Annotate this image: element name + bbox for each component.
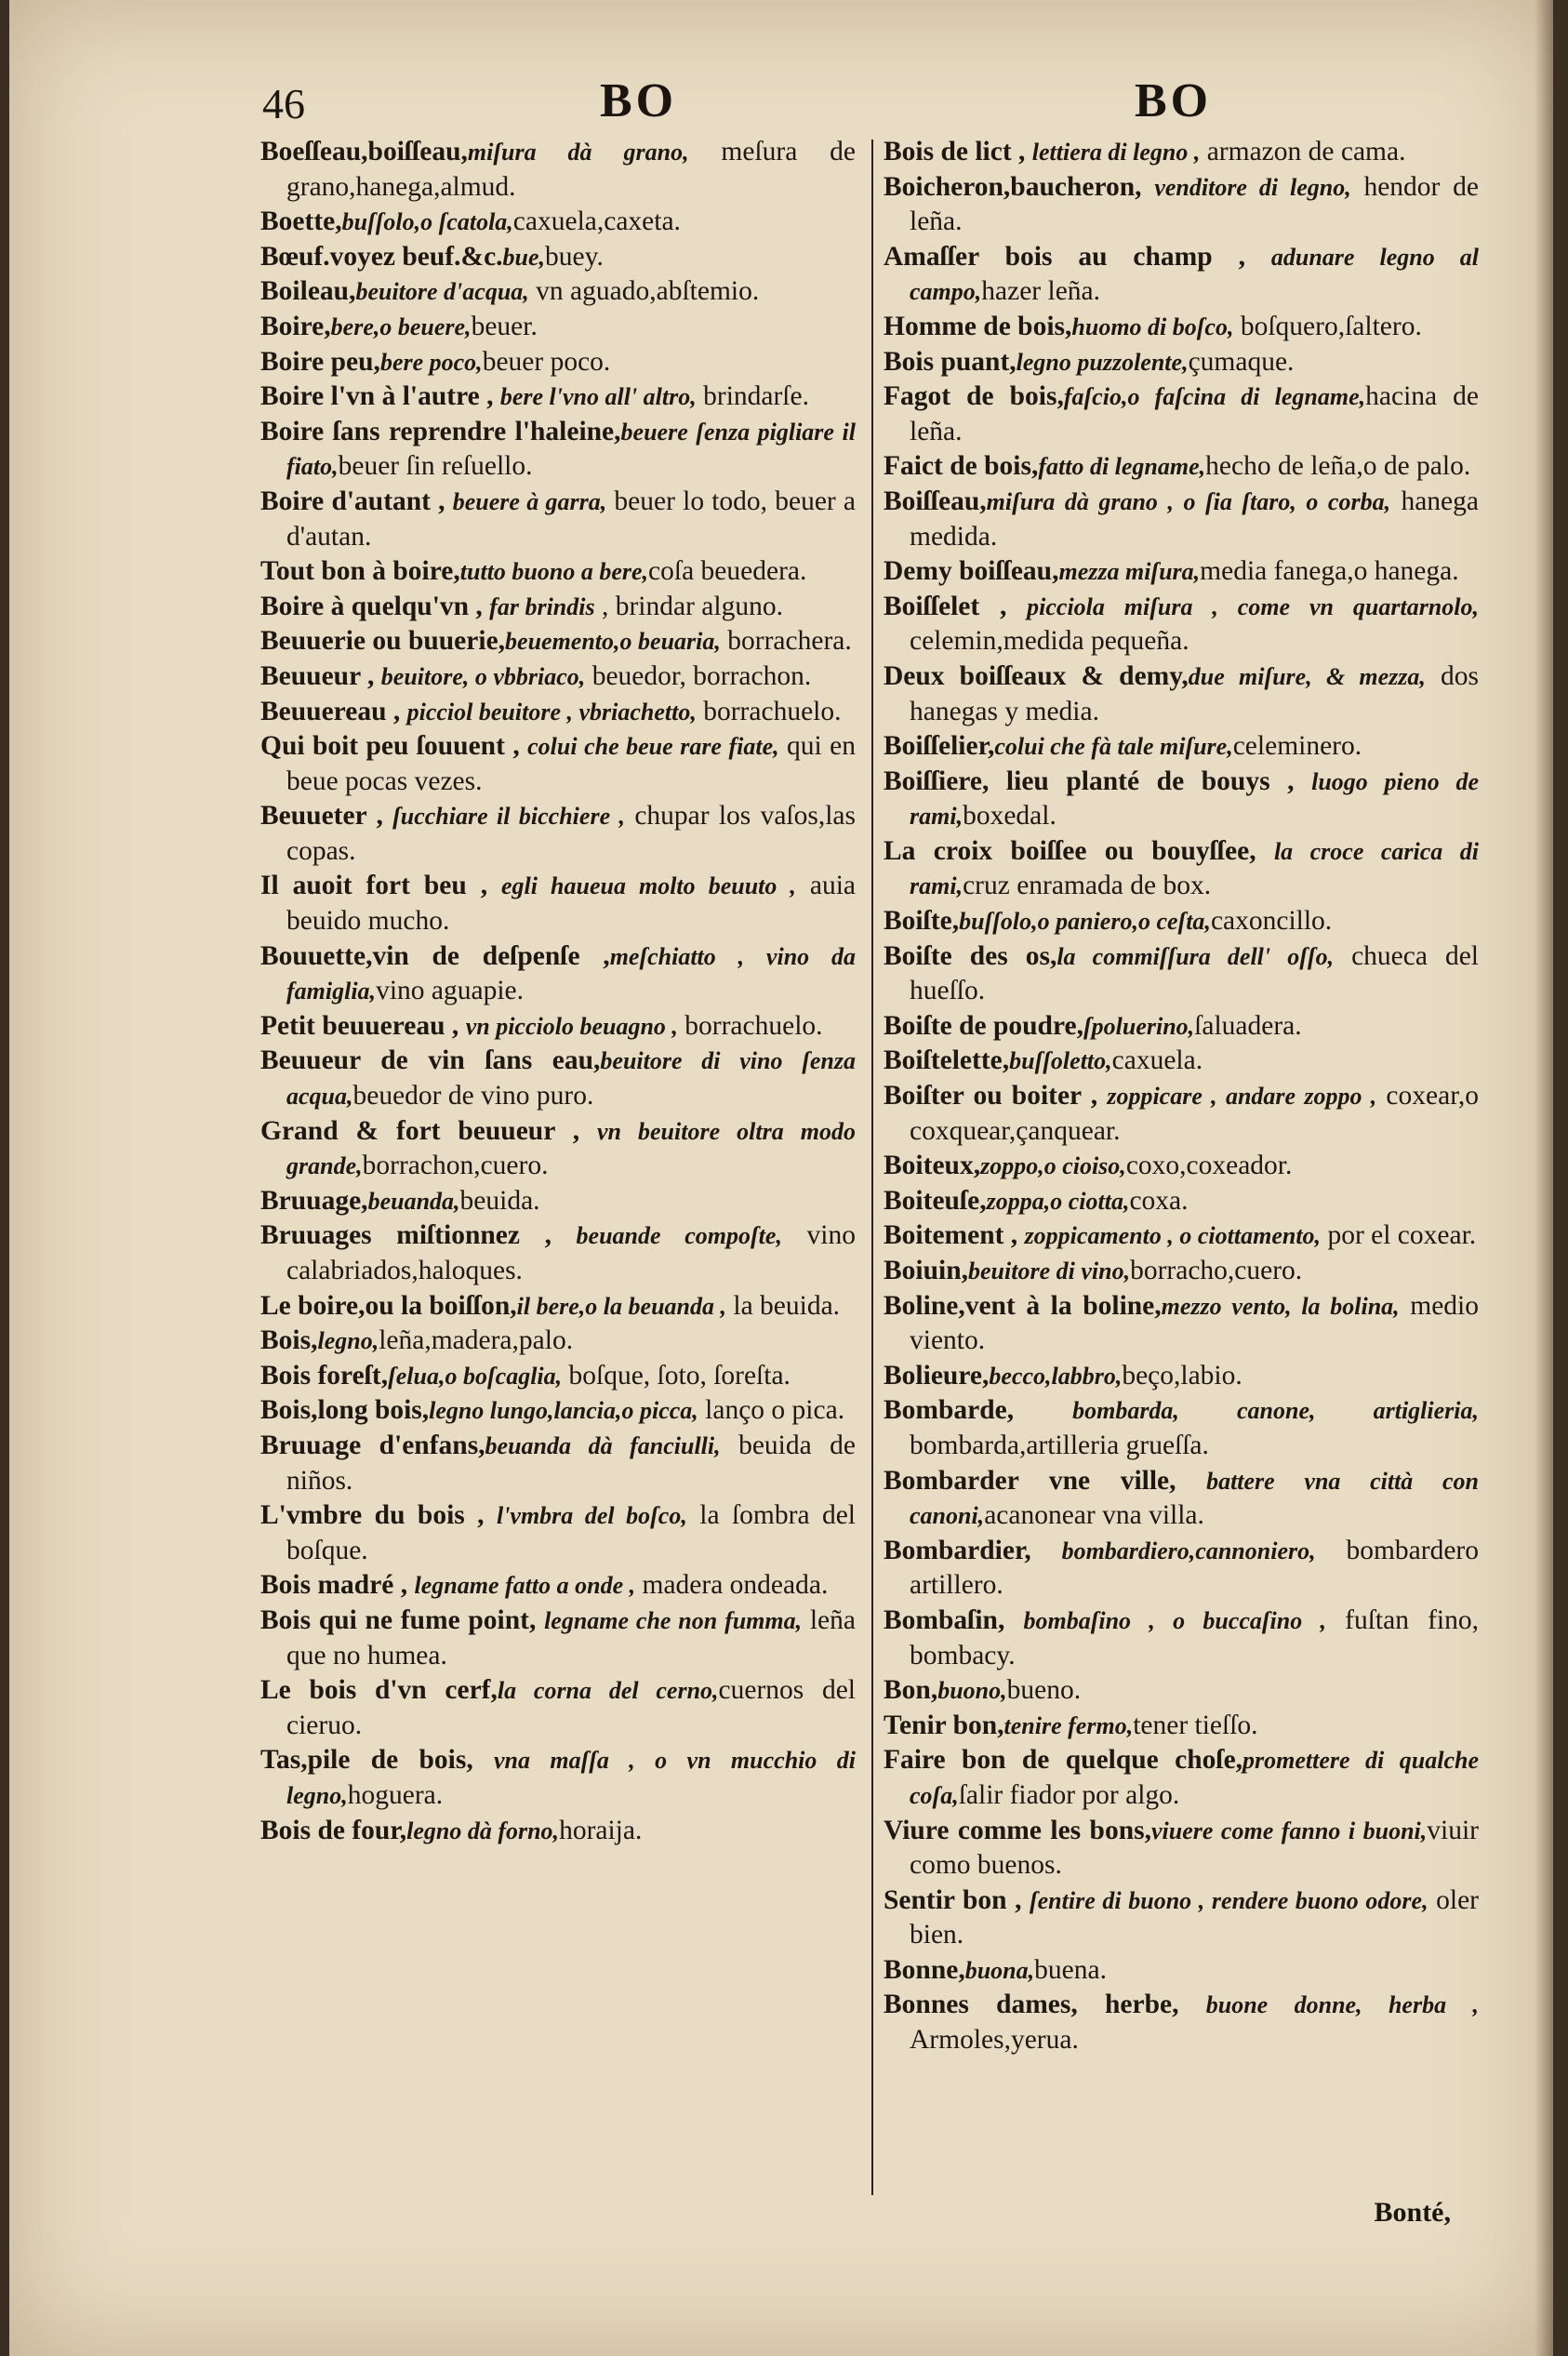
french-headword: Bruuage d'enfans, xyxy=(260,1430,485,1460)
italian-gloss: legname fatto a onde , xyxy=(414,1572,636,1600)
italian-gloss: beuitore di vino, xyxy=(968,1258,1131,1284)
dictionary-entry xyxy=(884,765,1479,834)
dictionary-entry xyxy=(260,659,856,695)
french-headword: Bois puant, xyxy=(884,346,1017,377)
italian-gloss: vn beuitore oltra modo grande, xyxy=(286,1117,856,1180)
french-headword: Bois de lict , xyxy=(884,137,1032,166)
spanish-gloss: bueno. xyxy=(1006,1675,1082,1706)
dictionary-entry xyxy=(260,1009,856,1045)
spanish-gloss: chupar los vaſos,las copas. xyxy=(286,801,856,866)
french-headword: Boicheron,baucheron, xyxy=(884,171,1155,202)
french-headword: Bois madré , xyxy=(260,1570,415,1601)
french-headword: Bouuette,vin de deſpenſe , xyxy=(260,940,610,971)
spanish-gloss: hanega medida. xyxy=(910,486,1479,552)
french-headword: Grand & fort beuueur , xyxy=(260,1115,597,1146)
italian-gloss: adunare legno al campo, xyxy=(910,243,1479,306)
spanish-gloss: bombarda,artilleria grueſſa. xyxy=(910,1430,1209,1460)
dictionary-entry xyxy=(884,1673,1479,1709)
french-headword: Le bois d'vn cerf, xyxy=(260,1675,498,1706)
french-headword: Tenir bon, xyxy=(884,1710,1004,1740)
italian-gloss: buſſoletto, xyxy=(1009,1047,1112,1075)
dictionary-entry xyxy=(260,1184,856,1219)
french-headword: Boline,vent à la boline, xyxy=(884,1290,1162,1321)
spanish-gloss: , brindar alguno. xyxy=(594,591,783,621)
italian-gloss: legno, xyxy=(317,1327,379,1355)
dictionary-entry xyxy=(884,240,1479,310)
italian-gloss: miſura dà grano, xyxy=(467,139,689,166)
italian-gloss: buona, xyxy=(964,1956,1035,1984)
dictionary-entry xyxy=(260,274,856,310)
french-headword: Boire d'autant , xyxy=(260,486,453,516)
french-headword: Boileau, xyxy=(260,276,356,307)
italian-gloss: ſelua,o boſcaglia, xyxy=(388,1362,563,1390)
italian-gloss: la corna del cerno, xyxy=(497,1677,719,1705)
dictionary-entry xyxy=(884,1464,1479,1534)
french-headword: Beuueur , xyxy=(260,660,381,691)
column-divider xyxy=(871,140,873,2195)
spanish-gloss: viuir como buenos. xyxy=(910,1815,1479,1881)
french-headword: Boiſte de poudre, xyxy=(884,1010,1083,1041)
spanish-gloss: coxo,coxeador. xyxy=(1125,1151,1293,1181)
catchword: Bonté, xyxy=(1374,2197,1451,2228)
italian-gloss: tutto buono a bere, xyxy=(459,558,649,586)
italian-gloss: bere,o beuere, xyxy=(330,313,472,340)
dictionary-entry xyxy=(260,1393,856,1429)
italian-gloss: beuitore di vino ſenza acqua, xyxy=(286,1047,856,1111)
spanish-gloss: beuedor, borrachon. xyxy=(585,660,812,691)
spanish-gloss: fuſtan fino, bombacy. xyxy=(910,1604,1479,1670)
french-headword: Deux boiſſeaux & demy, xyxy=(884,660,1189,691)
spanish-gloss: leña,madera,palo. xyxy=(379,1325,574,1356)
dictionary-entry xyxy=(884,1079,1479,1149)
running-head-right: BO xyxy=(1135,74,1213,127)
spanish-gloss: armazon de cama. xyxy=(1200,137,1406,166)
spanish-gloss: beuer lo todo, beuer a d'autan. xyxy=(286,486,856,552)
italian-gloss: la croce carica di rami, xyxy=(910,837,1479,900)
dictionary-entry xyxy=(884,1883,1479,1953)
dictionary-entry xyxy=(884,939,1479,1009)
spanish-gloss: beuida de niños. xyxy=(286,1430,856,1496)
dictionary-entry xyxy=(260,1114,856,1184)
spanish-gloss: cruz enramada de box. xyxy=(963,871,1212,901)
italian-gloss: far brindis xyxy=(489,592,595,620)
italian-gloss: ſentire di buono , rendere buono odore, xyxy=(1029,1886,1428,1914)
french-headword: Boiteuſe, xyxy=(884,1185,987,1216)
italian-gloss: colui che beue rare fiate, xyxy=(527,733,779,761)
spanish-gloss: ſaluadera. xyxy=(1194,1010,1302,1041)
italian-gloss: buone donne, herba , xyxy=(1205,1991,1479,2019)
italian-gloss: vna maſſa , o vn mucchio di legno, xyxy=(286,1747,856,1809)
french-headword: Bois, xyxy=(260,1325,318,1356)
spanish-gloss: Armoles,yerua. xyxy=(910,2025,1079,2056)
italian-gloss: beuande compoſte, xyxy=(576,1222,782,1250)
dictionary-entry xyxy=(260,1673,856,1743)
spanish-gloss: boſquero,ſaltero. xyxy=(1233,311,1422,341)
spanish-gloss: borrachuelo. xyxy=(696,696,842,726)
spanish-gloss: qui en beue pocas vezes. xyxy=(286,731,856,796)
dictionary-entry xyxy=(884,590,1479,659)
spanish-gloss: vino aguapie. xyxy=(376,976,524,1006)
french-headword: Bruuage, xyxy=(260,1185,368,1216)
page-number: 46 xyxy=(262,80,305,127)
spanish-gloss: çumaque. xyxy=(1188,346,1295,377)
italian-gloss: battere vna città con canoni, xyxy=(910,1467,1479,1530)
dictionary-entry xyxy=(260,135,856,205)
italian-gloss: venditore di legno, xyxy=(1154,173,1351,201)
italian-gloss: meſchiatto , vino da famiglia, xyxy=(286,942,856,1005)
french-headword: Beuuereau , xyxy=(260,696,407,726)
dictionary-entry xyxy=(884,379,1479,449)
french-headword: Amaſſer bois au champ , xyxy=(884,241,1271,272)
spanish-gloss: lanço o pica. xyxy=(698,1395,845,1426)
dictionary-entry xyxy=(884,554,1479,590)
dictionary-entry xyxy=(260,1743,856,1813)
dictionary-entry xyxy=(260,1044,856,1113)
dictionary-entry xyxy=(884,1393,1479,1463)
spanish-gloss: horaija. xyxy=(559,1815,643,1845)
french-headword: Boiſſelier, xyxy=(884,731,995,762)
french-headword: Beuueter , xyxy=(260,801,393,832)
dictionary-entry xyxy=(884,345,1479,380)
italian-gloss: luogo pieno de rami, xyxy=(910,767,1479,831)
italian-gloss: legno lungo,lancia,o picca, xyxy=(429,1397,698,1425)
dictionary-entry xyxy=(884,834,1479,904)
french-headword: Bombardier, xyxy=(884,1535,1062,1565)
spanish-gloss: hoguera. xyxy=(347,1779,444,1810)
french-headword: Bonne, xyxy=(884,1954,965,1985)
french-headword: Bœuf.voyez beuf.&c. xyxy=(260,241,503,272)
italian-gloss: becco,labbro, xyxy=(989,1362,1123,1390)
italian-gloss: beuanda, xyxy=(367,1187,460,1215)
dictionary-entry xyxy=(884,449,1479,485)
french-headword: Boiteux, xyxy=(884,1151,981,1181)
dictionary-entry xyxy=(884,1044,1479,1079)
italian-gloss: zoppicamento , o ciottamento, xyxy=(1024,1222,1322,1250)
spanish-gloss: beuer poco. xyxy=(482,346,611,377)
french-headword: Bruuages miſtionnez , xyxy=(260,1220,577,1251)
dictionary-entry xyxy=(260,1218,856,1288)
dictionary-entry xyxy=(884,1709,1479,1744)
italian-gloss: bombardiero,cannoniero, xyxy=(1061,1537,1316,1564)
dictionary-entry xyxy=(884,1743,1479,1813)
dictionary-entry xyxy=(884,1604,1479,1673)
italian-gloss: bue, xyxy=(502,243,546,271)
italian-gloss: promettere di qualche coſa, xyxy=(910,1747,1479,1809)
spanish-gloss: chueca del hueſſo. xyxy=(910,940,1479,1006)
italian-gloss: buſſolo,o ſcatola, xyxy=(341,208,513,236)
spanish-gloss: boxedal. xyxy=(963,801,1056,832)
dictionary-entry xyxy=(884,1953,1479,1989)
dictionary-entry xyxy=(884,1149,1479,1184)
italian-gloss: lettiera di legno , xyxy=(1031,139,1201,166)
spanish-gloss: vn aguado,abſtemio. xyxy=(528,276,760,307)
italian-gloss: picciola miſura , come vn quartarnolo, xyxy=(1027,592,1479,620)
dictionary-entry xyxy=(260,415,856,485)
french-headword: Boiſter ou boiter , xyxy=(884,1081,1108,1111)
spanish-gloss: hazer leña. xyxy=(981,276,1101,307)
french-headword: Bois foreſt, xyxy=(260,1360,389,1391)
dictionary-entry xyxy=(260,1429,856,1498)
dictionary-entry xyxy=(260,485,856,554)
french-headword: Boire à quelqu'vn , xyxy=(260,591,490,621)
page-header xyxy=(9,70,1553,135)
italian-gloss: mezzo vento, la bolina, xyxy=(1161,1292,1400,1320)
dictionary-entry xyxy=(260,1568,856,1604)
spanish-gloss: beuida. xyxy=(459,1185,540,1216)
italian-gloss: bombaſino , o buccaſino , xyxy=(1023,1606,1326,1634)
spanish-gloss: auia beuido mucho. xyxy=(286,871,856,937)
spanish-gloss: celemin,medida pequeña. xyxy=(910,626,1189,657)
french-headword: Bon, xyxy=(884,1675,938,1706)
french-headword: Tout bon à boire, xyxy=(260,556,460,587)
dictionary-entry xyxy=(884,1218,1479,1254)
italian-gloss: picciol beuitore , vbriachetto, xyxy=(406,698,697,725)
italian-gloss: beuitore d'acqua, xyxy=(355,278,529,306)
dictionary-page xyxy=(9,0,1553,2356)
french-headword: Bombarde, xyxy=(884,1395,1073,1426)
spanish-gloss: boſque, ſoto, ſoreſta. xyxy=(562,1360,791,1391)
spanish-gloss: por el coxear. xyxy=(1321,1220,1477,1251)
italian-gloss: colui che fà tale miſure, xyxy=(994,733,1233,761)
french-headword: La croix boiſſee ou bouyſſee, xyxy=(884,835,1274,866)
italian-gloss: huomo di boſco, xyxy=(1071,313,1234,340)
spanish-gloss: celeminero. xyxy=(1232,731,1362,762)
dictionary-entry xyxy=(884,1009,1479,1045)
dictionary-entry xyxy=(884,659,1479,729)
french-headword: Tas,pile de bois, xyxy=(260,1745,494,1776)
dictionary-entry xyxy=(884,1289,1479,1359)
dictionary-entry xyxy=(260,799,856,869)
running-head-left: BO xyxy=(600,74,678,127)
french-headword: Bolieure, xyxy=(884,1360,990,1391)
french-headword: Bombarder vne ville, xyxy=(884,1465,1207,1496)
french-headword: Boire peu, xyxy=(260,346,380,377)
spanish-gloss: la beuida. xyxy=(726,1290,841,1321)
dictionary-entry xyxy=(260,1604,856,1673)
italian-gloss: tenire fermo, xyxy=(1003,1711,1134,1739)
french-headword: Homme de bois, xyxy=(884,311,1072,341)
french-headword: Petit beuuereau , xyxy=(260,1010,466,1041)
italian-gloss: ſpoluerino, xyxy=(1083,1012,1195,1040)
spanish-gloss: hendor de leña. xyxy=(910,171,1479,237)
italian-gloss: viuere come fanno i buoni, xyxy=(1150,1817,1428,1844)
spanish-gloss: hecho de leña,o de palo. xyxy=(1205,451,1471,482)
italian-gloss: zoppa,o ciotta, xyxy=(986,1187,1130,1215)
italian-gloss: il bere,o la beuanda , xyxy=(516,1292,726,1320)
dictionary-entry xyxy=(260,729,856,799)
spanish-gloss: borrachuelo. xyxy=(677,1010,823,1041)
italian-gloss: legno dà forno, xyxy=(406,1817,560,1844)
italian-gloss: beuere ſenza pigliare il fiato, xyxy=(286,418,856,481)
dictionary-entry xyxy=(884,1184,1479,1219)
french-headword: Sentir bon , xyxy=(884,1884,1030,1915)
italian-gloss: legno puzzolente, xyxy=(1016,348,1189,376)
italian-gloss: beuemento,o beuaria, xyxy=(505,628,721,656)
dictionary-entry xyxy=(260,379,856,415)
italian-gloss: bere l'vno all' altro, xyxy=(499,383,697,411)
dictionary-entry xyxy=(260,1289,856,1324)
spanish-gloss: vino calabriados,haloques. xyxy=(286,1220,856,1285)
spanish-gloss: madera ondeada. xyxy=(635,1570,829,1601)
spanish-gloss: acanonear vna villa. xyxy=(984,1500,1204,1531)
italian-gloss: fatto di legname, xyxy=(1038,453,1206,481)
spanish-gloss: hacina de leña. xyxy=(910,381,1479,446)
spanish-gloss: media fanega,o hanega. xyxy=(1200,556,1459,587)
french-headword: Bombaſin, xyxy=(884,1604,1024,1635)
spanish-gloss: beuer. xyxy=(471,311,538,341)
french-headword: Bois de four, xyxy=(260,1815,407,1845)
french-headword: Bois qui ne fume point, xyxy=(260,1604,545,1635)
french-headword: Boiſte, xyxy=(884,906,960,937)
french-headword: Boiuin, xyxy=(884,1256,969,1285)
spanish-gloss: buey. xyxy=(545,241,604,272)
dictionary-entry xyxy=(260,345,856,380)
french-headword: Bonnes dames, herbe, xyxy=(884,1990,1206,2020)
spanish-gloss: dos hanegas y media. xyxy=(910,660,1479,726)
dictionary-entry xyxy=(260,1324,856,1359)
italian-gloss: buſſolo,o paniero,o ceſta, xyxy=(959,908,1211,936)
spanish-gloss: borrachera. xyxy=(720,626,852,657)
dictionary-entry xyxy=(260,939,856,1009)
spanish-gloss: borracho,cuero. xyxy=(1130,1256,1303,1285)
french-headword: Demy boiſſeau, xyxy=(884,556,1059,587)
french-headword: Boire l'vn à l'autre , xyxy=(260,381,500,412)
dictionary-entry xyxy=(260,695,856,730)
french-headword: Fagot de bois, xyxy=(884,381,1064,412)
italian-gloss: l'vmbra del boſco, xyxy=(496,1502,687,1530)
italian-gloss: due miſure, & mezza, xyxy=(1188,662,1426,690)
right-column xyxy=(884,135,1479,2058)
spanish-gloss: coxa. xyxy=(1129,1185,1189,1216)
italian-gloss: zoppo,o cioiso, xyxy=(980,1152,1126,1180)
french-headword: Boiſſiere, lieu planté de bouys , xyxy=(884,765,1312,796)
spanish-gloss: leña que no humea. xyxy=(286,1604,856,1670)
spanish-gloss: beuer ſin reſuello. xyxy=(338,451,533,482)
spanish-gloss: medio viento. xyxy=(910,1290,1479,1356)
spanish-gloss: beço,labio. xyxy=(1122,1360,1242,1391)
dictionary-entry xyxy=(884,485,1479,554)
italian-gloss: bombarda, canone, artiglieria, xyxy=(1072,1397,1479,1425)
french-headword: Boiſſeau, xyxy=(884,486,987,516)
italian-gloss: ſucchiare il bicchiere , xyxy=(392,803,626,831)
french-headword: Faire bon de quelque choſe, xyxy=(884,1745,1243,1776)
italian-gloss: legname che non fumma, xyxy=(544,1606,803,1634)
dictionary-entry xyxy=(260,1359,856,1394)
italian-gloss: zoppicare , andare zoppo , xyxy=(1107,1083,1377,1111)
left-column xyxy=(260,135,856,1848)
dictionary-entry xyxy=(260,1498,856,1568)
italian-gloss: faſcio,o faſcina di legname, xyxy=(1063,383,1366,411)
dictionary-entry xyxy=(260,554,856,590)
spanish-gloss: caxoncillo. xyxy=(1210,906,1333,937)
dictionary-entry xyxy=(884,729,1479,765)
italian-gloss: mezza miſura, xyxy=(1058,558,1201,586)
spanish-gloss: bombardero artillero. xyxy=(910,1535,1479,1601)
dictionary-entry xyxy=(260,310,856,345)
italian-gloss: miſura dà grano , o ſia ſtaro, o corba, xyxy=(986,487,1391,515)
french-headword: Beuueur de vin ſans eau, xyxy=(260,1045,601,1076)
french-headword: Boiſte des os, xyxy=(884,940,1057,971)
dictionary-entry xyxy=(260,240,856,275)
dictionary-entry xyxy=(884,1359,1479,1394)
french-headword: Bois,long bois, xyxy=(260,1395,430,1426)
dictionary-entry xyxy=(884,170,1479,240)
spanish-gloss: caxuela,caxeta. xyxy=(512,206,681,237)
italian-gloss: la commiſſura dell' oſſo, xyxy=(1056,942,1335,970)
dictionary-entry xyxy=(260,624,856,659)
dictionary-entry xyxy=(884,1534,1479,1604)
spanish-gloss: caxuela. xyxy=(1111,1045,1203,1076)
dictionary-entry xyxy=(260,1814,856,1849)
french-headword: Qui boit peu ſouuent , xyxy=(260,731,528,762)
french-headword: Boette, xyxy=(260,206,342,237)
french-headword: Boire ſans reprendre l'haleine, xyxy=(260,416,621,446)
spanish-gloss: borrachon,cuero. xyxy=(362,1151,549,1181)
italian-gloss: bere poco, xyxy=(379,348,483,376)
dictionary-entry xyxy=(884,904,1479,939)
french-headword: Faict de bois, xyxy=(884,451,1039,482)
spanish-gloss: buena. xyxy=(1034,1954,1107,1985)
dictionary-entry xyxy=(260,590,856,625)
french-headword: L'vmbre du bois , xyxy=(260,1500,497,1531)
spanish-gloss: tener tieſſo. xyxy=(1133,1710,1258,1740)
french-headword: Boeſſeau,boiſſeau, xyxy=(260,137,468,166)
dictionary-entry xyxy=(884,310,1479,345)
dictionary-entry xyxy=(884,1814,1479,1883)
italian-gloss: buono, xyxy=(937,1677,1007,1705)
dictionary-entry xyxy=(884,1254,1479,1289)
italian-gloss: vn picciolo beuagno , xyxy=(465,1012,678,1040)
spanish-gloss: brindarſe. xyxy=(696,381,809,412)
dictionary-entry xyxy=(884,1988,1479,2057)
dictionary-entry xyxy=(260,205,856,240)
italian-gloss: beuanda dà fanciulli, xyxy=(485,1431,721,1459)
french-headword: Beuuerie ou buuerie, xyxy=(260,626,506,657)
french-headword: Viure comme les bons, xyxy=(884,1815,1151,1845)
dictionary-entry xyxy=(884,135,1479,170)
spanish-gloss: oler bien. xyxy=(910,1884,1479,1950)
french-headword: Boitement , xyxy=(884,1220,1025,1251)
french-headword: Il auoit fort beu , xyxy=(260,871,501,901)
spanish-gloss: ſalir fiador por algo. xyxy=(958,1779,1180,1810)
spanish-gloss: coxear,o coxquear,çanquear. xyxy=(910,1081,1479,1146)
italian-gloss: beuitore, o vbbriaco, xyxy=(380,662,586,690)
french-headword: Boire, xyxy=(260,311,331,341)
french-headword: Le boire,ou la boiſſon, xyxy=(260,1290,517,1321)
spanish-gloss: beuedor de vino puro. xyxy=(352,1081,594,1111)
french-headword: Boiſſelet , xyxy=(884,591,1028,621)
french-headword: Boiſtelette, xyxy=(884,1045,1010,1076)
spanish-gloss: la ſombra del boſque. xyxy=(286,1500,857,1565)
italian-gloss: beuere à garra, xyxy=(452,487,607,515)
spanish-gloss: meſura de grano,hanega,almud. xyxy=(286,137,856,202)
spanish-gloss: cuernos del cieruo. xyxy=(286,1675,857,1740)
dictionary-entry xyxy=(260,869,856,938)
italian-gloss: egli haueua molto beuuto , xyxy=(500,872,796,900)
spanish-gloss: coſa beuedera. xyxy=(648,556,807,587)
